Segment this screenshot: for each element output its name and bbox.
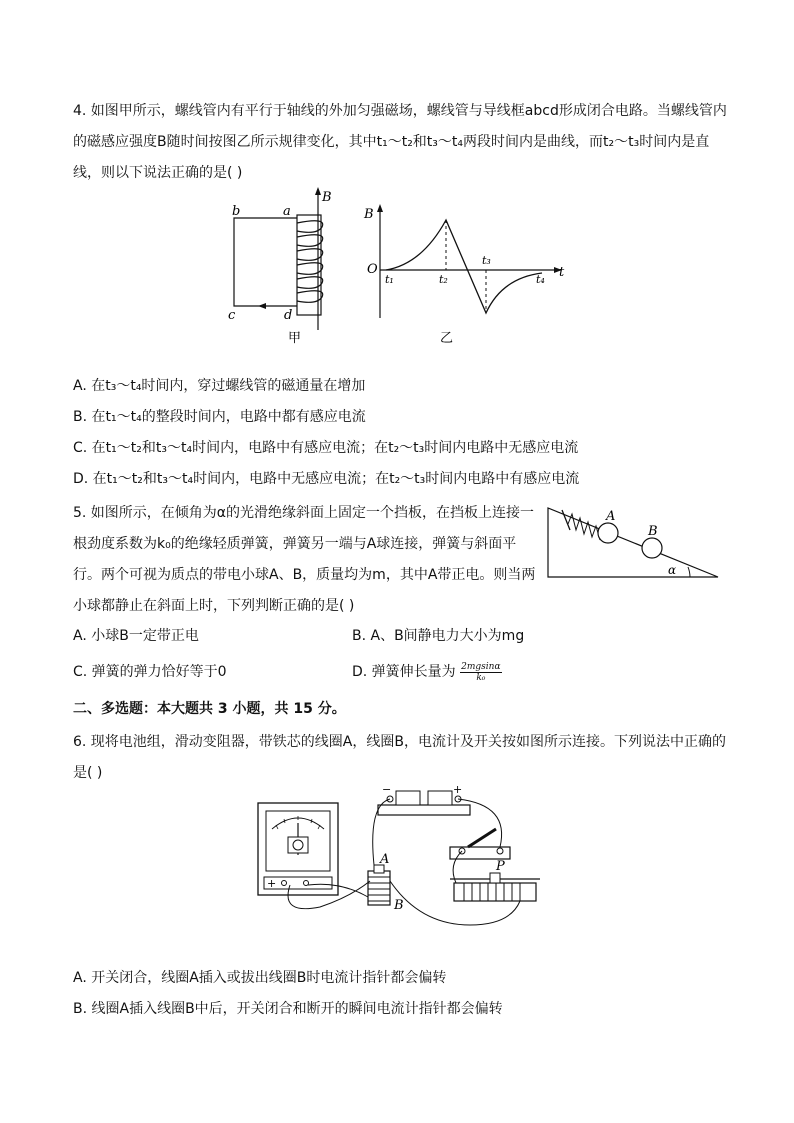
figure-jia-solenoid	[222, 185, 352, 345]
q5-option-d-text: D. 弹簧伸长量为	[352, 664, 456, 680]
figure-circuit	[250, 785, 550, 945]
label-alpha: α	[668, 563, 677, 577]
label-t3: t₃	[482, 254, 491, 267]
figure-incline	[540, 500, 725, 582]
label-t4: t₄	[536, 273, 545, 286]
label-t: t	[559, 265, 565, 280]
label-t2: t₂	[439, 273, 448, 286]
label-b: b	[232, 204, 241, 219]
label-a: a	[283, 204, 291, 219]
label-coil-B: B	[394, 898, 404, 913]
label-O: O	[367, 262, 378, 277]
label-coil-A: A	[380, 852, 390, 867]
q4-stem-line1: 4. 如图甲所示，螺线管内有平行于轴线的外加匀强磁场，螺线管与导线框abcd形成闭合电路。当螺线管内	[73, 103, 727, 119]
q5-stem-line4: 小球都静止在斜面上时，下列判断正确的是( )	[73, 598, 355, 614]
q5-option-d	[352, 658, 502, 686]
label-slider-P: P	[496, 859, 505, 874]
caption-jia: 甲	[288, 331, 302, 345]
label-c: c	[228, 308, 236, 323]
label-meter-plus: +	[267, 877, 277, 890]
q5-option-a: A. 小球B一定带正电	[73, 628, 199, 644]
label-d: d	[284, 308, 293, 323]
q5-stem-line1: 5. 如图所示，在倾角为α的光滑绝缘斜面上固定一个挡板，在挡板上连接一	[73, 505, 535, 521]
q6-option-b: B. 线圈A插入线圈B中后，开关闭合和断开的瞬间电流计指针都会偏转	[73, 1001, 503, 1017]
q4-option-d: D. 在t₁～t₂和t₃～t₄时间内，电路中无感应电流；在t₂～t₃时间内电路中有感应电流	[73, 471, 580, 487]
fraction-denominator: k₀	[476, 672, 486, 683]
q6-stem-line1: 6. 现将电池组，滑动变阻器，带铁芯的线圈A，线圈B，电流计及开关按如图所示连接。下列说法中正确的	[73, 734, 726, 750]
figure-yi-graph	[362, 198, 572, 348]
label-A: A	[606, 509, 616, 524]
label-B-axis: B	[322, 190, 332, 205]
q4-stem-line2: 的磁感应强度B随时间按图乙所示规律变化，其中t₁～t₂和t₃～t₄两段时间内是曲线，而t₂～t₃时间内是直	[73, 134, 710, 150]
q5-stem-line3: 行。两个可视为质点的带电小球A、B，质量均为m，其中A带正电。则当两	[73, 567, 536, 583]
label-battery-minus: −	[382, 785, 392, 796]
q5-option-d-fraction	[460, 662, 501, 683]
q6-stem-line2: 是( )	[73, 765, 103, 781]
q4-stem-line3: 线，则以下说法正确的是( )	[73, 165, 243, 181]
q5-option-b: B. A、B间静电力大小为mg	[352, 628, 525, 644]
q4-option-a: A. 在t₃～t₄时间内，穿过螺线管的磁通量在增加	[73, 378, 366, 394]
q4-option-b: B. 在t₁～t₄的整段时间内，电路中都有感应电流	[73, 409, 366, 425]
label-B: B	[648, 524, 658, 539]
q4-option-c: C. 在t₁～t₂和t₃～t₄时间内，电路中有感应电流；在t₂～t₃时间内电路中无感应电流	[73, 440, 579, 456]
caption-yi: 乙	[440, 331, 454, 346]
label-battery-plus: +	[453, 785, 463, 796]
label-t1: t₁	[385, 273, 394, 286]
q6-option-a: A. 开关闭合，线圈A插入或拔出线圈B时电流计指针都会偏转	[73, 970, 447, 986]
section-heading-multiple-choice: 二、多选题：本大题共 3 小题，共 15 分。	[73, 701, 346, 717]
fraction-numerator: 2mgsinα	[461, 661, 501, 672]
label-B: B	[364, 207, 374, 222]
q5-stem-line2: 根劲度系数为k₀的绝缘轻质弹簧，弹簧另一端与A球连接，弹簧与斜面平	[73, 536, 517, 552]
q5-option-c: C. 弹簧的弹力恰好等于0	[73, 664, 227, 680]
